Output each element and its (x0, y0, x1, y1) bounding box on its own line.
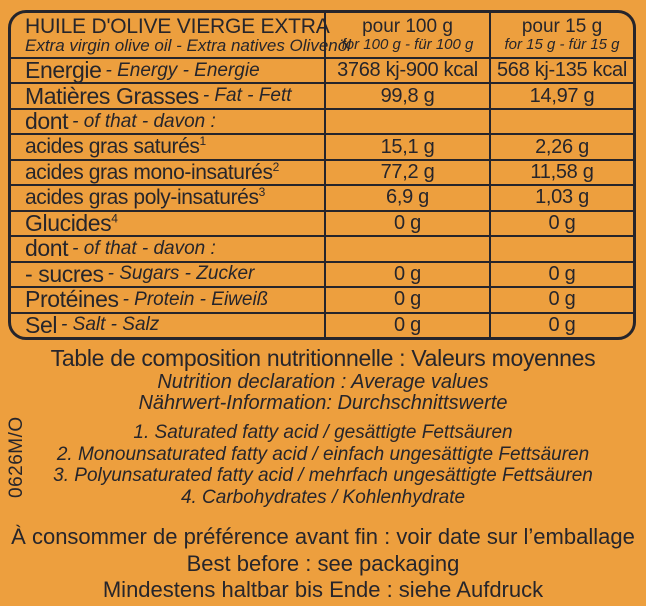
nutrient-label-cell: Glucides$^4$ (11, 212, 326, 235)
value-per-15g (491, 237, 633, 260)
nutrient-label-cell: Sel - Salt - Salz (11, 314, 326, 337)
nutrient-label-cell: dont - of that - davon : (11, 110, 326, 133)
footnote-line: 2. Monounsaturated fatty acid / einfach ungesättigte Fettsäuren (56, 443, 590, 465)
table-row (11, 133, 633, 158)
declaration-title-de: Nährwert-Information: Durchschnittswerte (138, 392, 508, 414)
footnote-line: 3. Polyunsaturated fatty acid / mehrfach ungesättigte Fettsäuren (53, 465, 593, 486)
table-row (11, 261, 633, 286)
footnote-line: 1. Saturated fatty acid / gesättigte Fettsäuren (133, 422, 513, 443)
value-per-100g (326, 237, 491, 260)
footnote-line: 4. Carbohydrates / Kohlenhydrate (180, 486, 466, 508)
value-per-100g: 99,8 g (326, 84, 491, 107)
table-row (11, 235, 633, 260)
product-name-translations: Extra virgin olive oil - Extra natives Olivenöl (25, 36, 351, 55)
nutrient-label-cell: Matières Grasses - Fat - Fett (11, 84, 326, 107)
per-100g-label: pour 100 g (362, 16, 453, 38)
per-15g-sublabel: for 15 g - für 15 g (504, 36, 620, 54)
per-15g-label: pour 15 g (521, 16, 603, 38)
column-header-per-100g (326, 13, 491, 57)
value-per-15g: 11,58 g (530, 161, 594, 184)
table-row (11, 210, 633, 235)
nutrient-label-cell: - sucres - Sugars - Zucker (11, 263, 326, 286)
value-per-15g: 0 g (548, 262, 576, 285)
table-row (11, 286, 633, 311)
nutrient-label-cell: Protéines - Protein - Eiweiß (11, 288, 326, 311)
value-per-15g: 14,97 g (529, 84, 595, 107)
value-per-15g (491, 110, 633, 133)
nutrient-label-cell: Energie - Energy - Energie (11, 59, 326, 82)
product-name: HUILE D'OLIVE VIERGE EXTRA (25, 15, 330, 38)
value-per-100g: 0 g (326, 263, 491, 286)
value-per-15g: 568 kj-135 kcal (496, 59, 628, 82)
table-row (11, 82, 633, 107)
value-per-100g: 0 g (326, 314, 491, 337)
table-row (11, 57, 633, 82)
value-per-100g: 15,1 g (326, 135, 491, 158)
nutrient-label-cell: acides gras saturés$^1$ (11, 135, 326, 158)
table-row (11, 312, 633, 337)
value-per-100g: 6,9 g (326, 186, 491, 209)
table-row (11, 184, 633, 209)
nutrition-table (8, 10, 636, 340)
value-per-100g: 0 g (326, 288, 491, 311)
value-per-15g: 0 g (548, 211, 576, 234)
value-per-100g (326, 110, 491, 133)
batch-code: 0626M/O (6, 416, 27, 498)
best-before-en: Best before : see packaging (186, 551, 460, 576)
footnotes-block (0, 422, 646, 508)
column-header-per-15g (491, 13, 633, 57)
table-row (11, 108, 633, 133)
per-100g-sublabel: for 100 g - für 100 g (341, 36, 474, 54)
value-per-15g: 1,03 g (535, 186, 589, 209)
declaration-title-fr: Table de composition nutritionnelle : Valeurs moyennes (50, 345, 596, 371)
value-per-100g: 77,2 g (326, 161, 491, 184)
best-before-fr: À consommer de préférence avant fin : voir date sur l’emballage (11, 524, 635, 549)
table-header-row (11, 13, 633, 57)
nutrient-label-cell: dont - of that - davon : (11, 237, 326, 260)
nutrient-label-cell: acides gras mono-insaturés$^2$ (11, 161, 326, 184)
declaration-title-en: Nutrition declaration : Average values (157, 371, 489, 393)
value-per-15g: 0 g (548, 313, 576, 336)
product-name-cell (11, 13, 351, 57)
value-per-15g: 0 g (548, 288, 576, 311)
value-per-15g: 2,26 g (535, 135, 589, 158)
table-row (11, 159, 633, 184)
value-per-100g: 0 g (326, 212, 491, 235)
best-before-de: Mindestens haltbar bis Ende : siehe Aufdruck (102, 577, 544, 602)
value-per-100g: 3768 kj-900 kcal (326, 59, 491, 82)
nutrient-label-cell: acides gras poly-insaturés$^3$ (11, 186, 326, 209)
